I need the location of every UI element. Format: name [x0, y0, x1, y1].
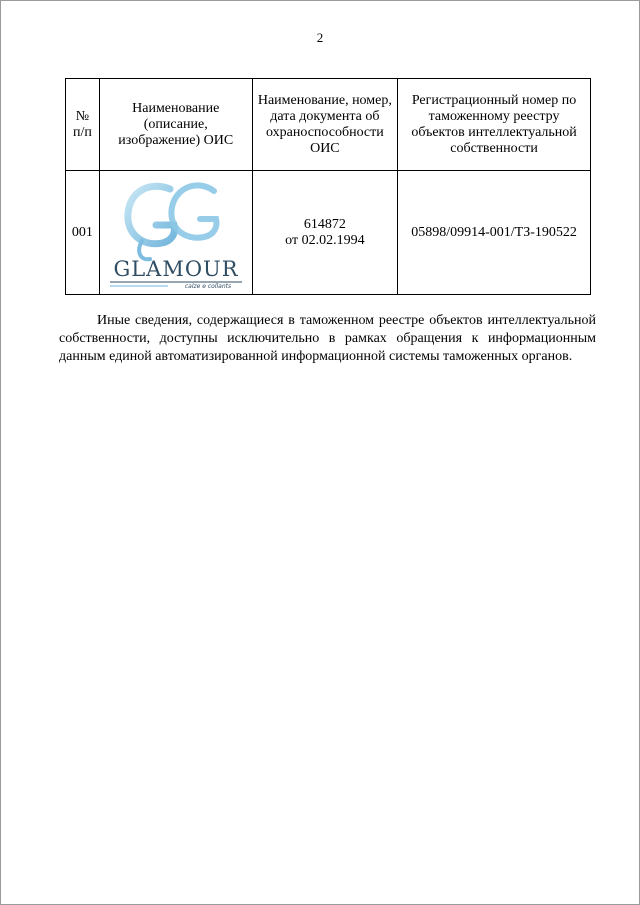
ois-registry-table	[65, 78, 591, 295]
doc-date: от 02.02.1994	[285, 232, 365, 248]
row-document	[252, 171, 397, 295]
row-reg-number: 05898/09914-001/ТЗ-190522	[398, 171, 591, 295]
logo-wordmark: GLAMOUR	[113, 256, 239, 281]
page-number: 2	[316, 30, 324, 45]
table-row	[66, 171, 591, 295]
glamour-logo-icon	[106, 175, 246, 291]
logo-tagline: calze e collants	[184, 282, 231, 290]
table-header-row	[66, 79, 591, 171]
header-reg-number: Регистрационный номер по таможенному реестру объектов интеллектуальной собственности	[398, 79, 591, 171]
note-paragraph: Иные сведения, содержащиеся в таможенном реестре объектов интеллектуальной собственности, доступны исключительно в рамках обращения к информационным данным единой автоматизированной информационной системы таможенных органов.	[59, 313, 596, 364]
row-index: 001	[66, 171, 100, 295]
header-document: Наименование, номер, дата документа об охраноспособности ОИС	[252, 79, 397, 171]
header-index: № п/п	[66, 79, 100, 171]
header-ois-name: Наименование (описание, изображение) ОИС	[99, 79, 252, 171]
row-logo-cell	[99, 171, 252, 295]
doc-number: 614872	[303, 216, 346, 232]
